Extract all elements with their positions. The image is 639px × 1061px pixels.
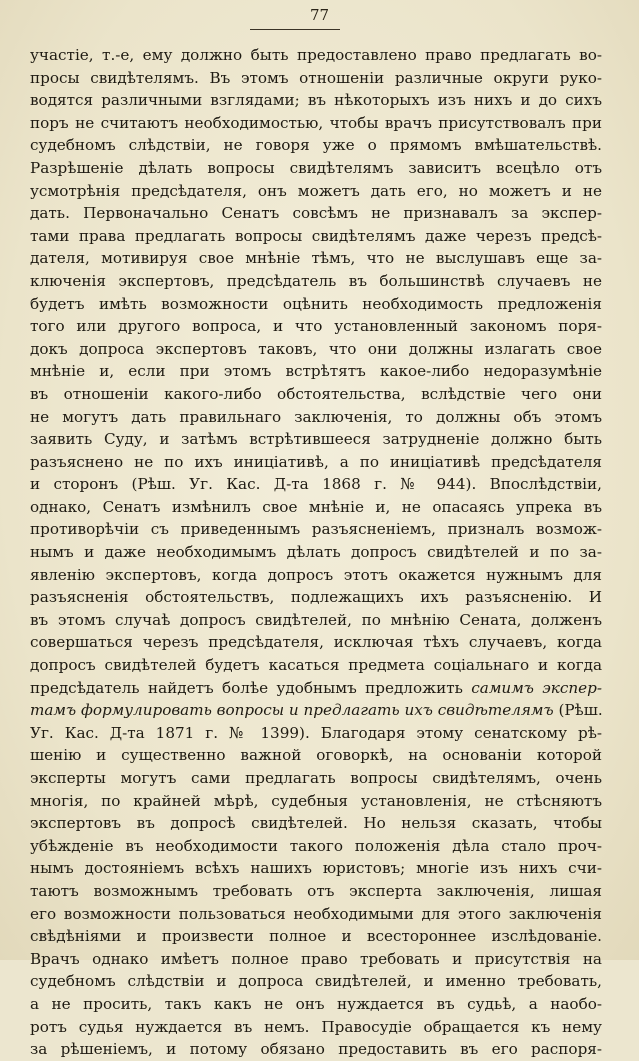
text-line-with-italic <box>30 699 602 722</box>
text-line: Врачъ однако имѣетъ полное право требовать и присутствія на <box>30 949 602 968</box>
text-line: въ отношеніи какого-либо обстоятельства, вслѣдствіе чего они <box>30 384 602 403</box>
text-line: судебномъ слѣдствіи, не говоря уже о прямомъ вмѣшательствѣ. <box>30 136 602 155</box>
page-number: 77 <box>309 6 330 24</box>
text-line: заявить Суду, и затѣмъ встрѣтившееся затрудненіе должно быть <box>30 430 602 449</box>
text-line: разъяснено не по ихъ иниціативѣ, а по иниціативѣ предсѣдателя <box>30 452 602 471</box>
text-line: многія, по крайней мѣрѣ, судебныя установленія, не стѣсняютъ <box>30 791 602 810</box>
text-line: допросъ свидѣтелей будетъ касаться предмета соціальнаго и когда <box>30 656 602 675</box>
text-line: шенію и существенно важной оговоркѣ, на основаніи которой <box>30 746 602 765</box>
text-line: того или другого вопроса, и что установленный закономъ поря- <box>30 317 602 336</box>
text-line: а не просить, такъ какъ не онъ нуждается въ судьѣ, а наобо- <box>30 994 602 1013</box>
text-line: Уг. Кас. Д-та 1871 г. № 1399). Благодаря этому сенатскому рѣ- <box>30 723 602 742</box>
text-line: противорѣчіи съ приведеннымъ разъясненіемъ, призналъ возмож- <box>30 520 602 539</box>
text-line: дать. Первоначально Сенатъ совсѣмъ не признавалъ за экспер- <box>30 204 602 223</box>
text-line: водятся различными взглядами; въ нѣкоторыхъ изъ нихъ и до сихъ <box>30 91 602 110</box>
text-line: въ этомъ случаѣ допросъ свидѣтелей, по мнѣнію Сената, долженъ <box>30 610 602 629</box>
text-line: тами права предлагать вопросы свидѣтелямъ даже черезъ предсѣ- <box>30 226 602 245</box>
text-line: и сторонъ (Рѣш. Уг. Кас. Д-та 1868 г. № 944). Впослѣдствіи, <box>30 475 602 494</box>
text-line: экспертовъ въ допросѣ свидѣтелей. Но нельзя сказать, чтобы <box>30 814 602 833</box>
text-line: нымъ и даже необходимымъ дѣлать допросъ свидѣтелей и по за- <box>30 543 602 562</box>
text-line-end: (Рѣш. <box>558 701 603 720</box>
text-line: не могутъ дать правильнаго заключенія, то должны объ этомъ <box>30 407 602 426</box>
text-line: Разрѣшеніе дѣлать вопросы свидѣтелямъ зависитъ всецѣло отъ <box>30 158 602 177</box>
text-line: убѣжденіе въ необходимости такого положенія дѣла стало проч- <box>30 836 602 855</box>
text-line: докъ допроса экспертовъ таковъ, что они должны излагать свое <box>30 339 602 358</box>
text-line: ротъ судья нуждается въ немъ. Правосудіе обращается къ нему <box>30 1017 602 1036</box>
text-line: совершаться черезъ предсѣдателя, исключая тѣхъ случаевъ, когда <box>30 633 602 652</box>
italic-fragment: самимъ экспер- <box>471 678 602 697</box>
header-rule <box>250 29 340 30</box>
text-line: просы свидѣтелямъ. Въ этомъ отношеніи различные округи руко- <box>30 68 602 87</box>
text-line: за рѣшеніемъ, и потому обязано предоставить въ его распоря- <box>30 1040 602 1059</box>
text-line: однако, Сенатъ измѣнилъ свое мнѣніе и, не опасаясь упрека въ <box>30 497 602 516</box>
text-line: поръ не считаютъ необходимостью, чтобы врачъ присутствовалъ при <box>30 113 602 132</box>
text-line-start: предсѣдатель найдетъ болѣе удобнымъ предложить <box>30 678 463 697</box>
text-line: мнѣніе и, если при этомъ встрѣтятъ какое-либо недоразумѣніе <box>30 362 602 381</box>
text-line: свѣдѣніями и произвести полное и всестороннее изслѣдованіе. <box>30 927 602 946</box>
text-line-with-italic <box>30 677 602 700</box>
text-line: участіе, т.-е, ему должно быть предоставлено право предлагать во- <box>30 46 602 64</box>
text-line: будетъ имѣть возможности оцѣнить необходимость предложенія <box>30 294 602 313</box>
text-line: судебномъ слѣдствіи и допроса свидѣтелей, и именно требовать, <box>30 972 602 991</box>
text-line: явленію экспертовъ, когда допросъ этотъ окажется нужнымъ для <box>30 565 602 584</box>
text-line: дателя, мотивируя свое мнѣніе тѣмъ, что не выслушавъ еще за- <box>30 249 602 268</box>
italic-fragment: тамъ формулировать вопросы и предлагать ихъ свидѣтелямъ <box>30 701 554 720</box>
text-line: его возможности пользоваться необходимыми для этого заключенія <box>30 904 602 923</box>
text-line: эксперты могутъ сами предлагать вопросы свидѣтелямъ, очень <box>30 769 602 787</box>
text-line: нымъ достояніемъ всѣхъ нашихъ юристовъ; многіе изъ нихъ счи- <box>30 859 602 878</box>
text-line: разъясненія обстоятельствъ, подлежащихъ ихъ разъясненію. И <box>30 588 602 607</box>
text-line: ключенія экспертовъ, предсѣдатель въ большинствѣ случаевъ не <box>30 271 602 290</box>
text-line: усмотрѣнія предсѣдателя, онъ можетъ дать его, но можетъ и не <box>30 181 602 200</box>
text-line: таютъ возможнымъ требовать отъ эксперта заключенія, лишая <box>30 881 602 900</box>
body-text <box>30 44 602 1061</box>
